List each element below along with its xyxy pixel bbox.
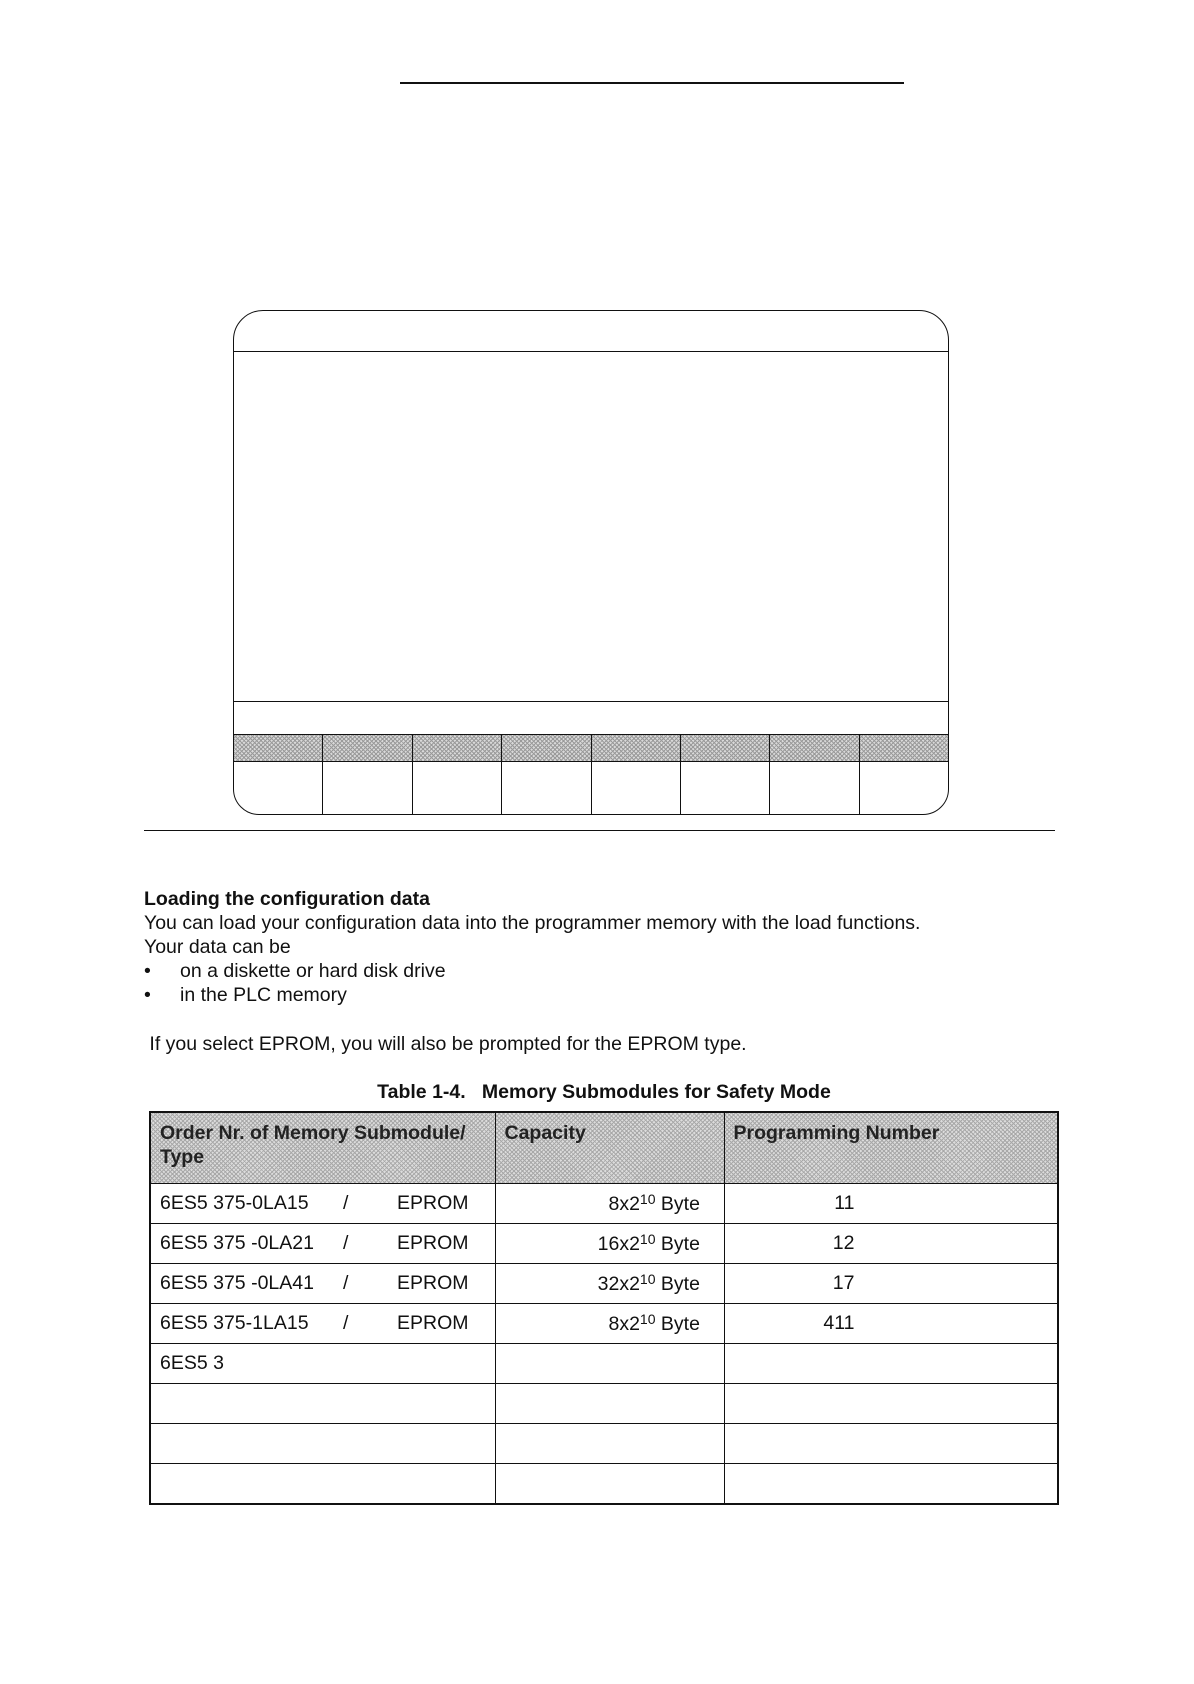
programming-cell [724,1184,1058,1224]
function-key-label-strip [234,735,948,762]
fkey-label-7 [770,735,859,761]
function-key-7[interactable] [770,762,859,814]
capacity-exponent: 10 [639,1191,656,1207]
column-header-programming: Programming Number [724,1112,1058,1184]
function-key-5[interactable] [592,762,681,814]
fkey-label-6 [681,735,770,761]
table-row [150,1344,1058,1384]
fkey-label-1 [234,735,323,761]
table-caption: Table 1-4. Memory Submodules for Safety Mode [377,1081,831,1103]
order-number: 6ES5 375-0LA15 [160,1192,309,1214]
order-cell-content [160,1312,486,1335]
order-cell [150,1384,495,1424]
capacity-value [556,1191,656,1216]
table-row [150,1264,1058,1304]
order-cell-content [160,1232,486,1255]
capacity-unit: Byte [655,1313,700,1335]
table-row [150,1304,1058,1344]
table-row [150,1184,1058,1224]
section-divider [144,830,1055,831]
function-key-row [234,762,948,814]
bullet-glyph: • [144,960,151,982]
bullet-glyph: • [144,984,151,1006]
screen-body [234,352,948,701]
capacity-cell [495,1424,724,1464]
order-number: 6ES5 3 [160,1352,224,1374]
fkey-label-5 [592,735,681,761]
order-number: 6ES5 375 -0LA41 [160,1272,314,1294]
submodule-type: EPROM [397,1232,469,1254]
table-header-row [150,1112,1058,1184]
capacity-exponent: 10 [639,1311,656,1327]
capacity-exponent: 10 [639,1271,656,1287]
capacity-base: 16x2 [597,1233,640,1255]
bullet-text: on a diskette or hard disk drive [180,960,446,982]
submodule-type: EPROM [397,1312,469,1334]
capacity-cell [495,1184,724,1224]
capacity-value [556,1271,656,1296]
order-cell [150,1304,495,1344]
order-cell [150,1264,495,1304]
fkey-label-3 [413,735,502,761]
fkey-label-4 [502,735,591,761]
programming-number: 17 [832,1272,855,1294]
table-row [150,1424,1058,1464]
function-key-3[interactable] [413,762,502,814]
column-header-capacity: Capacity [495,1112,724,1184]
order-cell [150,1344,495,1384]
capacity-unit: Byte [655,1233,700,1255]
capacity-cell [495,1224,724,1264]
capacity-cell [495,1464,724,1505]
order-cell-content [160,1352,486,1375]
order-separator [343,1352,397,1375]
order-separator: / [343,1272,349,1294]
function-key-8[interactable] [860,762,948,814]
order-cell [150,1424,495,1464]
fkey-label-2 [323,735,412,761]
programming-cell [724,1384,1058,1424]
submodule-type: EPROM [397,1192,469,1214]
programming-number: 411 [823,1312,855,1334]
order-cell [150,1184,495,1224]
capacity-cell [495,1304,724,1344]
capacity-base: 8x2 [608,1193,640,1215]
capacity-base: 32x2 [597,1273,640,1295]
function-key-1[interactable] [234,762,323,814]
paragraph-line-1: You can load your configuration data into the programmer memory with the load functions. [144,912,921,934]
paragraph-line-2: Your data can be [144,936,291,958]
programming-cell [724,1264,1058,1304]
programming-number: 12 [832,1232,855,1254]
function-key-4[interactable] [502,762,591,814]
function-key-2[interactable] [323,762,412,814]
bullet-text: in the PLC memory [180,984,347,1006]
programming-cell [724,1344,1058,1384]
order-separator: / [343,1312,349,1334]
order-cell [150,1464,495,1505]
section-heading: Loading the configuration data [144,888,430,910]
capacity-cell [495,1384,724,1424]
function-key-6[interactable] [681,762,770,814]
table-row [150,1464,1058,1505]
order-separator: / [343,1192,349,1214]
order-separator: / [343,1232,349,1254]
table-row [150,1224,1058,1264]
capacity-unit: Byte [655,1193,700,1215]
memory-submodule-table [149,1111,1059,1505]
programming-cell [724,1424,1058,1464]
capacity-cell [495,1344,724,1384]
order-cell-content [160,1272,486,1295]
capacity-base: 8x2 [608,1313,640,1335]
eprom-note: If you select EPROM, you will also be prompted for the EPROM type. [144,1033,747,1055]
capacity-exponent: 10 [639,1231,656,1247]
capacity-value [556,1231,656,1256]
order-number: 6ES5 375 -0LA21 [160,1232,314,1254]
programming-cell [724,1464,1058,1505]
submodule-type: EPROM [397,1272,469,1294]
programming-number: 11 [834,1192,855,1214]
capacity-unit: Byte [655,1273,700,1295]
screen-title-bar [234,311,948,352]
programming-cell [724,1304,1058,1344]
order-cell [150,1224,495,1264]
order-cell-content [160,1192,486,1215]
screen-mockup [233,310,949,815]
capacity-value [556,1311,656,1336]
screen-message-line [234,701,948,735]
programming-cell [724,1224,1058,1264]
fkey-label-8 [860,735,948,761]
top-rule [400,82,904,84]
order-number: 6ES5 375-1LA15 [160,1312,309,1334]
table-row [150,1384,1058,1424]
bullet-item [144,983,347,1007]
column-header-order: Order Nr. of Memory Submodule/ Type [150,1112,495,1184]
bullet-item [144,959,446,983]
capacity-cell [495,1264,724,1304]
